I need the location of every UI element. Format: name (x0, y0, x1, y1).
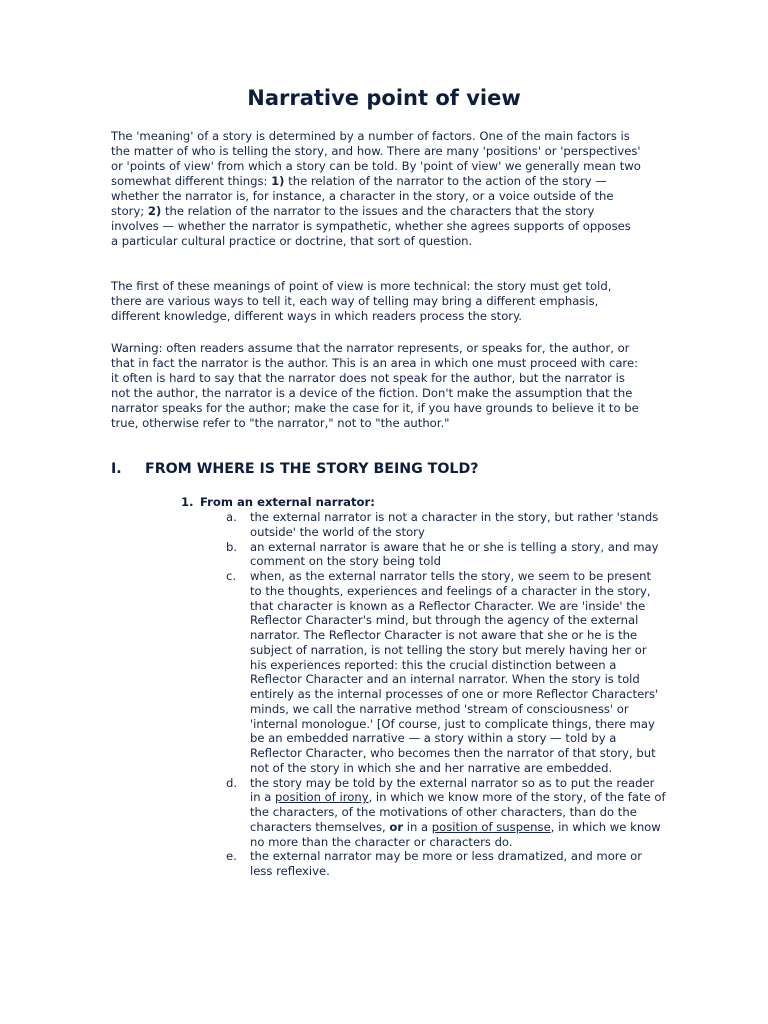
intro-paragraph (111, 129, 641, 249)
list-item-text: the external narrator is not a character in the story, but rather 'stands outside' the world of the story (250, 510, 659, 539)
technical-meaning-paragraph: The first of these meanings of point of view is more technical: the story must get told, there are various ways to tell it, each way of telling may bring a different emphasis, different knowledge, different ways in which readers process the story. (111, 279, 612, 323)
warning-paragraph: Warning: often readers assume that the narrator represents, or speaks for, the author, or that in fact the narrator is the author. This is an area in which one must proceed with care: it often is hard to say that the narrator does not speak for the author, but the narrator is not the author, the narrator is a device of the fiction. Don't make the assumption that the narrator speaks for the author; make the case for it, if you have grounds to believe it to be true, otherwise refer to "the narrator," not to "the author." (111, 341, 639, 430)
list-item-text: an external narrator is aware that he or she is telling a story, and may comment on the story being told (250, 539, 659, 569)
section-heading (111, 461, 671, 477)
list-item (226, 569, 666, 776)
list-item-text-part: , in which we know more of the story, of the fate of the characters, of the motivations of other characters, than do the characters themselves, (250, 790, 666, 834)
position-of-suspense-link[interactable]: position of suspense (431, 819, 551, 834)
list-marker: b. (226, 539, 238, 554)
list-marker: a. (226, 510, 237, 524)
list-marker: e. (226, 849, 237, 864)
page-title: Narrative point of view (247, 86, 521, 110)
intro-text-2: the relation of the narrator to the action of the story — whether the narrator is, for instance, a character in the story, or a voice outside of the story; (111, 173, 614, 218)
list-marker: d. (226, 775, 238, 790)
section-number: I. (111, 461, 122, 477)
intro-point-2: 2) (147, 203, 162, 218)
list-item-text: when, as the external narrator tells the story, we seem to be present to the thoughts, experiences and feelings of a character in the story, that character is known as a Reflector Character. We are 'inside' the Reflector Character's mind, but through the agency of the external narrator. The Reflector Character is not aware that she or he is the subject of narration, is not telling the story but merely having her or his experiences reported: this the crucial distinction between a Reflector Character and an internal narrator. When the story is told entirely as the internal processes of one or more Reflector Characters' minds, we call the narrative method 'stream of consciousness' or 'internal monologue.' [Of course, just to complicate things, there may be an embedded narrative — a story within a story — told by a Reflector Character, who becomes then the narrator of that story, but not of the story in which she and her narrative are embedded. (250, 569, 659, 775)
list-item (226, 540, 666, 570)
list-item (226, 776, 666, 850)
external-narrator-list (226, 510, 666, 879)
list-item-text-part: in a (403, 819, 432, 834)
list-item-text-part: , in which we know no more than the character or characters do. (250, 819, 661, 849)
position-of-irony-link[interactable]: position of irony (275, 790, 369, 805)
list-marker: c. (226, 569, 237, 583)
list-item-text-part: the story may be told by the external narrator so as to put the reader in a (250, 775, 655, 805)
subsection-heading (181, 495, 375, 509)
list-item (226, 510, 666, 540)
intro-point-1: 1) (271, 173, 285, 188)
emphasis-or: or (389, 819, 404, 834)
list-item-text: the external narrator may be more or less dramatized, and more or less reflexive. (250, 849, 643, 878)
section-heading-text: FROM WHERE IS THE STORY BEING TOLD? (145, 461, 479, 477)
intro-text-1: The 'meaning' of a story is determined by a number of factors. One of the main factors is the matter of who is telling the story, and how. There are many 'positions' or 'perspectives' or 'points of view' from which a story can be told. By 'point of view' we generally mean two somewhat different things: (111, 129, 641, 188)
subsection-number: 1. (181, 495, 194, 509)
subsection-label: From an external narrator: (200, 495, 375, 509)
list-item (226, 849, 666, 879)
intro-text-3: the relation of the narrator to the issues and the characters that the story involves — whether the narrator is sympathetic, whether she agrees supports of opposes a particular cultural practice or doctrine, that sort of question. (111, 203, 631, 248)
